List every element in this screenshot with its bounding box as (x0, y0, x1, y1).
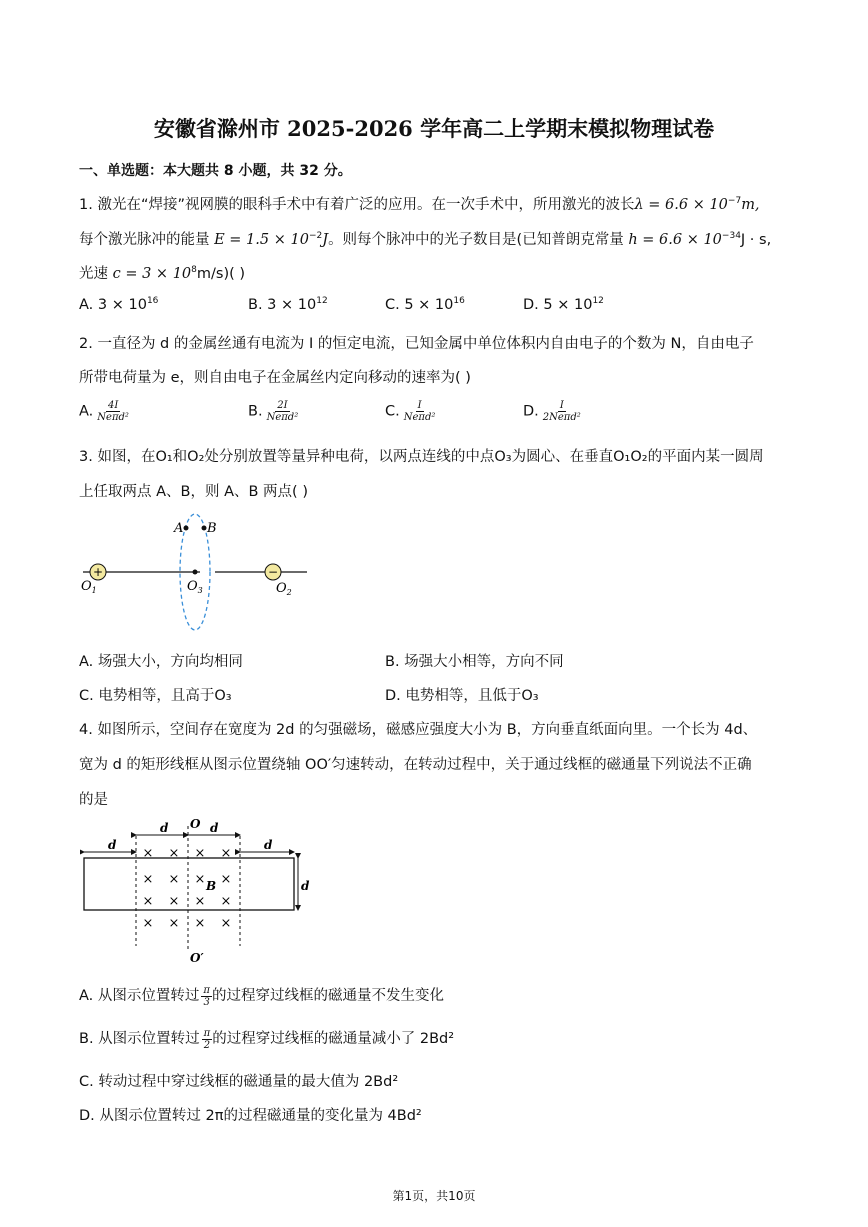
q1-speed: c = 3 × 10 (112, 266, 192, 282)
q3-line2: 上任取两点 A、B，则 A、B 两点( ) (79, 484, 308, 500)
field-cross-icon: × (142, 872, 154, 887)
field-cross-icon: × (194, 916, 206, 931)
q3-label-o2: $O_2$ (276, 581, 292, 597)
q1-unit: m, (741, 197, 760, 213)
q1-text: 1. 激光在“焊接”视网膜的眼科手术中有着广泛的应用。在一次手术中，所用激光的波长 (79, 197, 635, 213)
q4-option-a[interactable]: A. 从图示位置转过 $\frac{\pi}{3}$ 的过程穿过线框的磁通量不发生变化 (79, 984, 444, 1008)
q1-option-b[interactable]: B. $3 \times 10^{12}$ (248, 296, 328, 313)
field-cross-icon: × (220, 872, 232, 887)
field-cross-icon: × (142, 916, 154, 931)
q4-label-o: O (190, 818, 201, 831)
minus-icon: − (267, 565, 279, 579)
q1-text: 每个激光脉冲的能量 (79, 232, 215, 248)
q2-line2: 所带电荷量为 e，则自由电子在金属丝内定向移动的速率为( ) (79, 370, 471, 386)
q1-unit: J · s, (740, 232, 772, 248)
q4-line1: 4. 如图所示，空间存在宽度为 2d 的匀强磁场，磁感应强度大小为 B，方向垂直纸面向里。一个长为 4d、 (79, 722, 758, 738)
q4-label-d: d (108, 838, 117, 852)
q4-label-b: B (206, 879, 217, 893)
section-heading: 一、单选题：本大题共 8 小题，共 32 分。 (79, 163, 352, 179)
q4-option-b[interactable]: B. 从图示位置转过 $\frac{\pi}{2}$ 的过程穿过线框的磁通量减小了 2Bd² (79, 1027, 455, 1051)
q3-option-c[interactable]: C. 电势相等，且高于O₃ (79, 688, 232, 704)
q1-line2 (79, 228, 771, 249)
plus-icon: + (92, 565, 104, 579)
field-cross-icon: × (220, 916, 232, 931)
q4-option-c[interactable]: C. 转动过程中穿过线框的磁通量的最大值为 2Bd² (79, 1074, 399, 1090)
q4-frame (84, 858, 294, 910)
field-cross-icon: × (220, 846, 232, 861)
q3-figure (75, 510, 320, 635)
q1-wavelength-exp: −7 (727, 196, 742, 207)
q4-line2: 宽为 d 的矩形线框从图示位置绕轴 OO′匀速转动，在转动过程中，关于通过线框的磁通量下列说法不正确 (79, 757, 752, 773)
q3-option-b[interactable]: B. 场强大小相等，方向不同 (385, 654, 564, 670)
q4-label-oprime: O′ (190, 951, 204, 965)
q3-point-a (184, 526, 189, 531)
field-cross-icon: × (194, 894, 206, 909)
q4-option-d[interactable]: D. 从图示位置转过 2π的过程磁通量的变化量为 4Bd² (79, 1108, 422, 1124)
q1-unit: m/s)( ) (196, 266, 246, 282)
field-cross-icon: × (168, 872, 180, 887)
q3-label-b: B (207, 521, 217, 536)
q3-option-d[interactable]: D. 电势相等，且低于O₃ (385, 688, 539, 704)
q1-line3 (79, 262, 245, 283)
page-title: 安徽省滁州市 2025-2026 学年高二上学期末模拟物理试卷 (153, 116, 715, 141)
q3-point-b (202, 526, 207, 531)
page-footer: 第1页，共10页 (392, 1189, 476, 1203)
q4-label-d: d (210, 821, 219, 835)
q2-line1: 2. 一直径为 d 的金属丝通有电流为 I 的恒定电流，已知金属中单位体积内自由电子的个数为 N，自由电子 (79, 336, 754, 352)
q4-field-crosses (143, 846, 232, 931)
q1-speed-exp: 8 (191, 265, 197, 276)
q1-option-c[interactable]: C. $5 \times 10^{16}$ (385, 296, 465, 313)
q3-label-o1: $O_1$ (81, 579, 97, 595)
q3-option-a[interactable]: A. 场强大小，方向均相同 (79, 654, 243, 670)
q4-label-d: d (301, 879, 310, 893)
field-cross-icon: × (168, 894, 180, 909)
q1-energy: E = 1.5 × 10 (214, 232, 309, 248)
q2-option-a[interactable]: A. $\frac{4I}{\text{Neπd²}}$ (79, 400, 129, 423)
q3-label-a: A (174, 521, 184, 536)
q2-option-c[interactable]: C. $\frac{I}{\text{Neπd²}}$ (385, 400, 436, 423)
q1-energy-exp: −2 (308, 231, 323, 242)
q3-line1: 3. 如图，在O₁和O₂处分别放置等量异种电荷，以两点连线的中点O₃为圆心、在垂直O₁O₂的平面内某一圆周 (79, 449, 764, 465)
field-cross-icon: × (194, 846, 206, 861)
q4-label-d: d (160, 821, 169, 835)
field-cross-icon: × (142, 894, 154, 909)
q1-option-a[interactable]: A. $3 \times 10^{16}$ (79, 296, 159, 313)
q1-option-d[interactable]: D. $5 \times 10^{12}$ (523, 296, 604, 313)
field-cross-icon: × (220, 894, 232, 909)
q4-figure (80, 818, 315, 968)
q1-text: 。则每个脉冲中的光子数目是(已知普朗克常量 (328, 232, 629, 248)
q1-wavelength: λ = 6.6 × 10 (634, 197, 728, 213)
q4-label-d: d (264, 838, 273, 852)
q1-unit: J (322, 232, 329, 248)
q1-line1 (79, 193, 760, 214)
field-cross-icon: × (168, 846, 180, 861)
q1-planck: h = 6.6 × 10 (628, 232, 722, 248)
field-cross-icon: × (142, 846, 154, 861)
field-cross-icon: × (168, 916, 180, 931)
q2-option-d[interactable]: D. $\frac{I}{\text{2Neπd²}}$ (523, 400, 581, 423)
field-cross-icon: × (194, 872, 206, 887)
q4-line3: 的是 (79, 792, 108, 808)
q3-label-o3: $O_3$ (187, 579, 203, 595)
q3-point-o3 (193, 570, 198, 575)
q2-option-b[interactable]: B. $\frac{2I}{\text{Neπd²}}$ (248, 400, 299, 423)
q1-text: 光速 (79, 266, 113, 282)
q1-planck-exp: −34 (721, 231, 741, 242)
